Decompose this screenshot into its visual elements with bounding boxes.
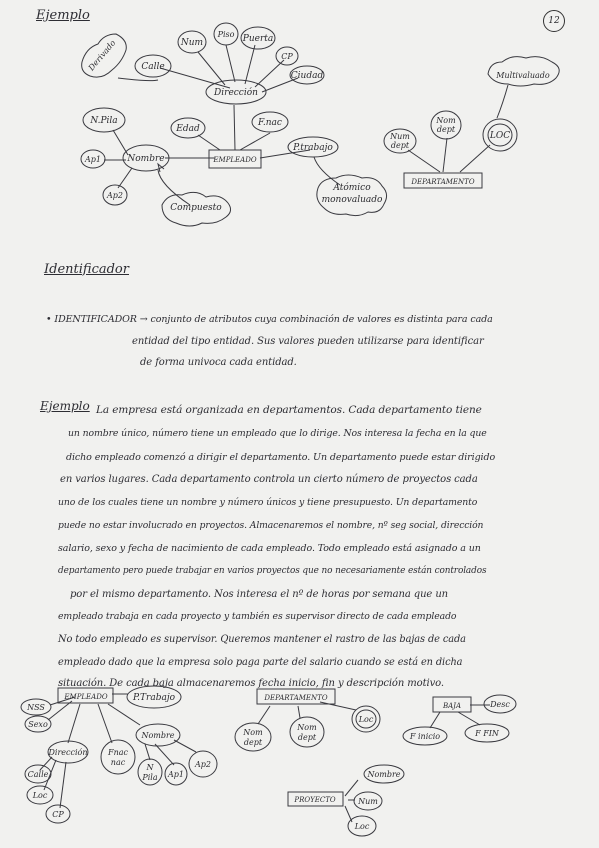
ejemplo-line-8: departamento pero puede trabajar en varios proyectos que no necesariamente están controlados [58, 566, 487, 576]
attr2-pnum: Num [358, 797, 378, 806]
attr-direccion: Dirección [214, 88, 258, 98]
entity-proyecto: PROYECTO [294, 796, 336, 804]
ejemplo-line-6: puede no estar involucrado en proyectos. Almacenaremos el nombre, nº seg social, dirección [58, 520, 484, 531]
attr-fnac: F.nac [258, 118, 282, 128]
entity-empleado-2: EMPLEADO [64, 693, 108, 701]
attr2-ap1: Ap1 [168, 770, 184, 779]
attr2-cp: CP [52, 810, 64, 819]
attr2-nomdept2-2: dept [297, 733, 317, 742]
ejemplo-line-7: salario, sexo y fecha de nacimiento de cada empleado. Todo empleado está asignado a un [58, 543, 481, 554]
attr2-loc: Loc [32, 791, 48, 800]
entity-departamento: DEPARTAMENTO [411, 178, 475, 186]
ejemplo-line-12: empleado dado que la empresa solo paga parte del salario cuando se está en dicha [58, 657, 463, 668]
page-title: Ejemplo [36, 8, 90, 23]
section-heading-identificador: Identificador [44, 262, 129, 277]
attr-nomdept-2: dept [436, 125, 456, 134]
attr-nomdept-1: Nom [436, 116, 456, 125]
note-compuesto: Compuesto [170, 203, 222, 213]
attr2-ffin: F FIN [475, 729, 499, 738]
note-atomico: Atómico [333, 183, 371, 193]
note-multivaluado: Multivaluado [496, 71, 550, 80]
attr2-nombre: Nombre [141, 731, 175, 740]
ejemplo-line-3: dicho empleado comenzó a dirigir el departamento. Un departamento puede estar dirigido [66, 452, 496, 463]
attr-numdept-1: Num [390, 132, 410, 141]
attr2-calle: Calle [27, 770, 49, 779]
attr2-npila-2: Pila [142, 773, 158, 782]
attr2-ploc: Loc [354, 822, 370, 831]
page-number: 12 [543, 10, 565, 32]
attr2-fnac-2: nac [110, 758, 126, 767]
ejemplo-line-5: uno de los cuales tiene un nombre y número únicos y tiene presupuesto. Un departamento [58, 497, 478, 508]
entity-departamento-2: DEPARTAMENTO [264, 694, 328, 702]
attr-nombre: Nombre [127, 154, 165, 164]
attr2-loc2: Loc [358, 715, 374, 724]
identificador-line-3: de forma univoca cada entidad. [140, 357, 297, 368]
ejemplo-line-1: La empresa está organizada en departamentos. Cada departamento tiene [96, 404, 482, 416]
attr2-ap2: Ap2 [195, 760, 211, 769]
attr2-sexo: Sexo [28, 720, 48, 729]
ejemplo-line-10: empleado trabaja en cada proyecto y también es supervisor directo de cada empleado [58, 611, 457, 622]
attr-npila: N.Pila [90, 116, 118, 126]
ejemplo-line-9: por el mismo departamento. Nos interesa el nº de horas por semana que un [70, 589, 449, 600]
attr-piso: Piso [217, 30, 235, 39]
note-monovaluado: monovaluado [321, 195, 383, 205]
attr-calle: Calle [141, 62, 165, 72]
attr-numdept-2: dept [390, 141, 410, 150]
ejemplo-line-4: en varios lugares. Cada departamento controla un cierto número de proyectos cada [60, 474, 478, 485]
attr2-desc: Desc [490, 700, 510, 709]
identificador-line-2: entidad del tipo entidad. Sus valores pueden utilizarse para identificar [132, 336, 484, 347]
ejemplo-line-13: situación. De cada baja almacenaremos fecha inicio, fin y descripción motivo. [58, 678, 444, 689]
identificador-line-1: • IDENTIFICADOR → conjunto de atributos cuya combinación de valores es distinta para cada [46, 314, 493, 325]
attr-ptrabajo: P.trabajo [293, 143, 333, 153]
attr2-npila-1: N [146, 763, 154, 772]
attr-ciudad: Ciudad [290, 71, 324, 81]
attr2-ptrabajo: P.Trabajo [132, 693, 176, 703]
attr2-nomdept2-1: Nom [297, 723, 317, 732]
attr-num: Num [180, 38, 204, 48]
attr2-nomdept-2: dept [243, 738, 263, 747]
entity-empleado: EMPLEADO [213, 156, 257, 164]
attr2-finicio: F inicio [409, 732, 441, 741]
attr2-fnac-1: Fnac [108, 748, 128, 757]
attr-loc: LOC [489, 131, 511, 141]
attr-cp: CP [281, 52, 293, 61]
attr2-pnombre: Nombre [367, 770, 401, 779]
entity-baja: BAJA [442, 702, 462, 710]
attr2-direccion: Dirección [48, 748, 88, 757]
attr2-nss: NSS [27, 703, 45, 712]
attr-edad: Edad [176, 124, 200, 134]
attr-puerta: Puerta [242, 34, 274, 44]
note-derivado: Derivado [86, 38, 118, 73]
attr2-nomdept-1: Nom [243, 728, 263, 737]
section-heading-ejemplo: Ejemplo [40, 399, 90, 413]
ejemplo-line-2: un nombre único, número tiene un empleado que lo dirige. Nos interesa la fecha en la que [68, 428, 487, 439]
ejemplo-line-11: No todo empleado es supervisor. Queremos mantener el rastro de las bajas de cada [58, 634, 466, 645]
attr-ap1: Ap1 [85, 155, 101, 164]
attr-ap2: Ap2 [107, 191, 123, 200]
